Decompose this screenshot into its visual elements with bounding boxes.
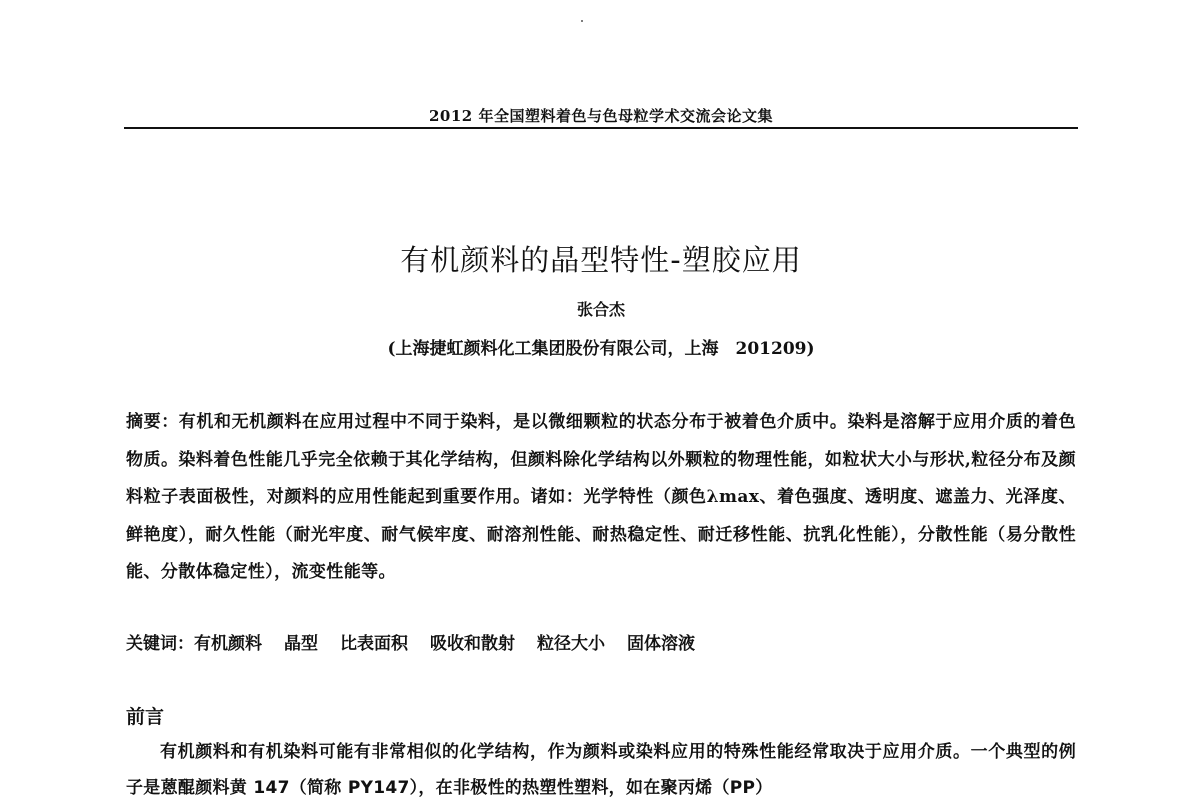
keyword: 晶型 [284,634,318,654]
keyword: 有机颜料 [194,634,262,654]
header-rule [124,127,1078,129]
keyword: 比表面积 [340,634,408,654]
abstract-text: 有机和无机颜料在应用过程中不同于染料，是以微细颗粒的状态分布于被着色介质中。染料是溶解于应用介质的着色物质。染料着色性能几乎完全依赖于其化学结构，但颜料除化学结构以外颗粒的物理性能，如粒状大小与形状,粒径分布及颜料粒子表面极性，对颜料的应用性能起到重要作用。诸如：光学特性（颜色λmax、着色强度、透明度、遮盖力、光泽度、鲜艳度），耐久性能（耐光牢度、耐气候牢度、耐溶剂性能、耐热稳定性、耐迁移性能、抗乳化性能），分散性能（易分散性能、分散体稳定性），流变性能等。 [126,412,1076,582]
abstract-label: 摘要： [126,412,179,432]
keywords [126,631,1076,657]
keyword: 吸收和散射 [430,634,515,654]
section-heading: 前言 [126,706,165,728]
author: 张合杰 [576,300,625,319]
running-header: 2012 年全国塑料着色与色母粒学术交流会论文集 [429,107,773,125]
affiliation: (上海捷虹颜料化工集团股份有限公司，上海 201209) [387,339,815,359]
keyword: 固体溶液 [627,634,695,654]
paper-title: 有机颜料的晶型特性-塑胶应用 [400,243,802,277]
keyword: 粒径大小 [537,634,605,654]
abstract [126,404,1076,592]
intro-paragraph: 有机颜料和有机染料可能有非常相似的化学结构，作为颜料或染料应用的特殊性能经常取决于应用介质。一个典型的例子是蒽醌颜料黄 147（简称 PY147），在非极性的热塑性塑料，如在聚丙烯（PP） [126,742,1076,798]
scan-dot [581,20,583,22]
keywords-label: 关键词： [126,634,194,654]
